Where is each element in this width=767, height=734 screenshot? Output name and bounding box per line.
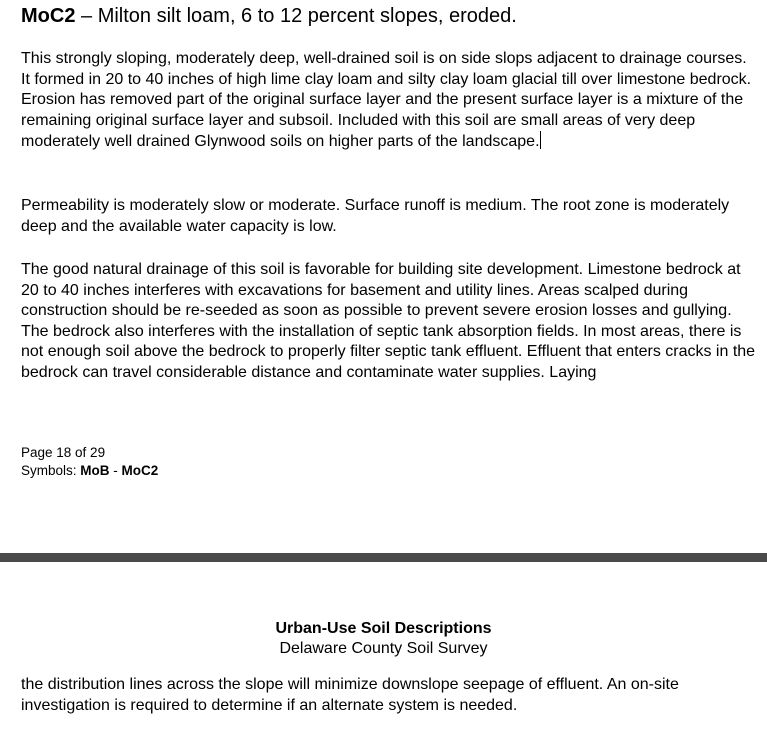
page-header-title: Urban-Use Soil Descriptions [275,620,492,637]
symbols-label: Symbols: [21,463,81,478]
symbol-from: MoB [80,463,110,478]
permeability-paragraph[interactable] [21,196,756,237]
symbol-to: MoC2 [121,463,159,478]
building-site-paragraph[interactable] [21,260,756,384]
page-footer [21,444,158,480]
page-header-subtitle: Delaware County Soil Survey [279,640,488,657]
paragraph-text: This strongly sloping, moderately deep, well-drained soil is on side slops adjacent to drainage courses. It formed in 20 to 40 inches of high lime clay loam and silty clay loam glacial till over limestone bedrock. Erosion has removed part of the original surface layer and the present surface layer is a mixture of the remaining original surface layer and subsoil. Included with this soil are small areas of very deep moderately well drained Glynwood soils on higher parts of the landscape. [21,50,752,151]
paragraph-text: The good natural drainage of this soil is favorable for building site development. Limestone bedrock at 20 to 40 inches interferes with excavations for basement and utility lines. Areas scalped during construction should be re-seeded as soon as possible to prevent severe erosion losses and gullying. The bedrock also interferes with the installation of septic tank absorption fields. In most areas, there is not enough soil above the bedrock to properly filter septic tank effluent. Effluent that enters cracks in the bedrock can travel considerable distance and contaminate water supplies. Laying [21,261,756,381]
symbol-separator: - [109,463,122,478]
page-number: Page 18 of 29 [21,445,106,460]
page-header [0,619,767,659]
symbols-line [21,462,158,480]
page-break-divider [0,553,767,562]
soil-unit-title: – Milton silt loam, 6 to 12 percent slopes, eroded. [75,5,517,27]
continuation-paragraph[interactable] [21,675,756,716]
description-paragraph[interactable] [21,49,756,153]
paragraph-text: Permeability is moderately slow or moderate. Surface runoff is medium. The root zone is moderately deep and the available water capacity is low. [21,197,730,235]
paragraph-text: the distribution lines across the slope will minimize downslope seepage of effluent. An on-site investigation is required to determine if an alternate system is needed. [21,676,679,714]
text-cursor [540,131,541,149]
soil-unit-code: MoC2 [21,5,76,27]
soil-unit-heading [21,4,517,28]
